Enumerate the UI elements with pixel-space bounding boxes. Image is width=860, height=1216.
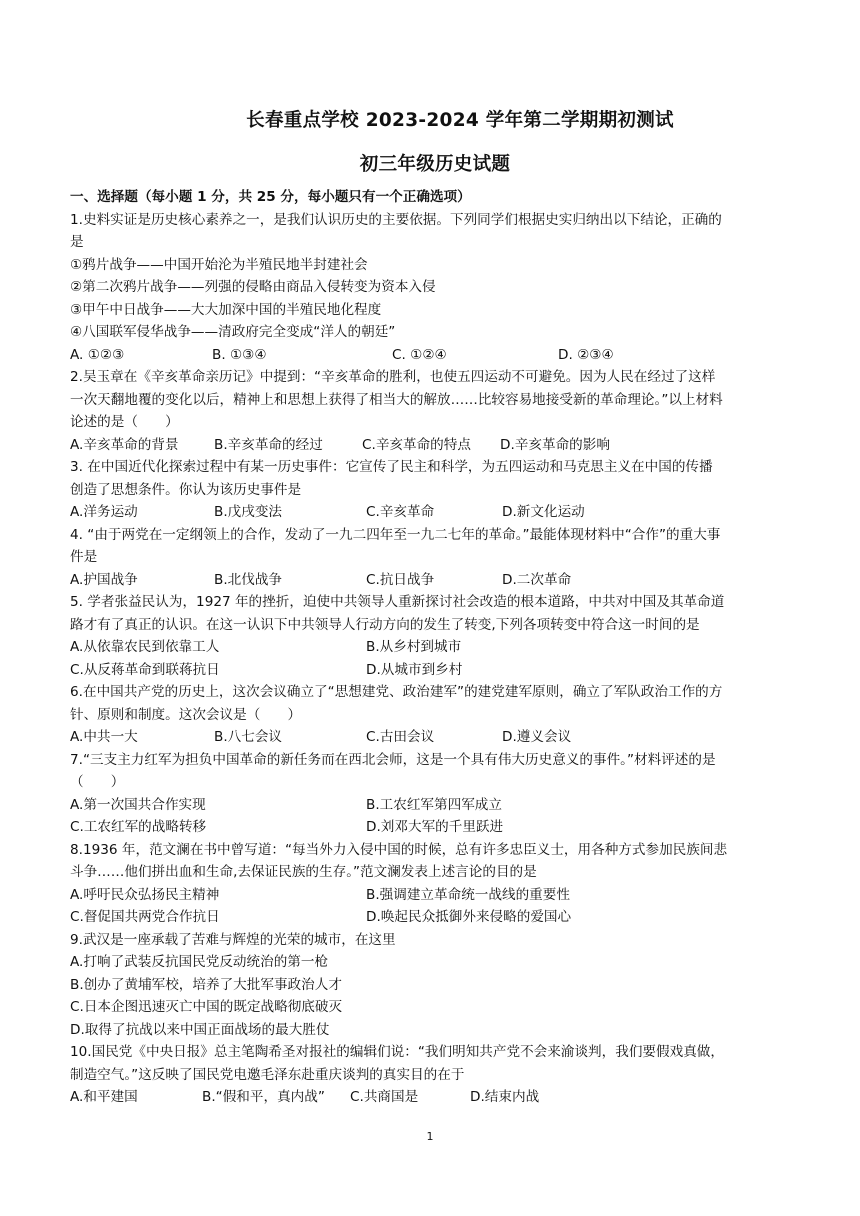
option-d: D.唤起民众抵御外来侵略的爱国心 [366,909,572,925]
option-d: D.二次革命 [502,571,572,588]
option-a: A.打响了武装反抗国民党反动统治的第一枪 [70,954,329,970]
option-b: B.从乡村到城市 [366,639,462,655]
option-a: A.辛亥革命的背景 [70,436,179,453]
question-stem: 路才有了真正的认识。在这一认识下中共领导人行动方向的发生了转变,下列各项转变中符合这一时间的是 [70,616,700,633]
option-b: B.北伐战争 [214,571,283,588]
option-c: C.共商国是 [350,1089,419,1105]
option-a: A. ①②③ [70,346,125,363]
option-c: C.辛亥革命的特点 [362,436,471,453]
question-2 [70,366,792,456]
option-b: B.强调建立革命统一战线的重要性 [366,886,570,903]
answer-options [70,501,792,524]
option-c: C.辛亥革命 [366,504,435,520]
question-stem: 1.史料实证是历史核心素养之一，是我们认识历史的主要依据。下列同学们根据史实归纳出以下结论，正确的 [70,211,722,228]
option-a: A.第一次国共合作实现 [70,796,206,813]
option-d: D.遵义会议 [502,729,572,745]
question-stem: 8.1936 年，范文澜在书中曾写道：“每当外力入侵中国的时候，总有许多忠臣义士，用各种方式参加民族间悲 [70,841,728,858]
question-stem: 7.“三支主力红军为担负中国革命的新任务而在西北会师，这是一个具有伟大历史意义的事件。”材料评述的是 [70,751,716,768]
option-b: B.“假和平，真内战” [202,1089,325,1105]
option-d: D.从城市到乡村 [366,661,463,678]
option-b: B.创办了黄埔军校，培养了大批军事政治人才 [70,976,342,993]
option-b: B.八七会议 [214,729,283,745]
question-stem: 4. “由于两党在一定纲领上的合作，发动了一九二四年至一九二七年的革命。”最能体现材料中“合作”的重大事 [70,526,721,543]
question-item: ③甲午中日战争——大大加深中国的半殖民地化程度 [70,301,382,318]
answer-options [70,906,792,929]
option-b: B. ①③④ [212,346,267,363]
question-stem: 一次天翻地覆的变化以后，精神上和思想上获得了相当大的解放……比较容易地接受新的革命理论。”以上材料 [70,391,723,408]
answer-options [70,659,792,682]
question-stem: 3. 在中国近代化探索过程中有某一历史事件：它宣传了民主和科学，为五四运动和马克思主义在中国的传播 [70,459,713,475]
question-stem: 制造空气。”这反映了国民党电邀毛泽东赴重庆谈判的真实目的在于 [70,1066,465,1083]
option-c: C.从反蒋革命到联蒋抗日 [70,661,220,678]
option-d: D.结束内战 [470,1089,540,1105]
answer-options [70,884,792,907]
option-a: A.中共一大 [70,729,138,745]
exam-content [70,186,792,1109]
question-5 [70,591,792,681]
exam-title: 长春重点学校 2023-2024 学年第二学期期初测试 [246,110,674,131]
answer-options [70,569,792,592]
question-item: ④八国联军侵华战争——清政府完全变成“洋人的朝廷” [70,324,396,340]
question-stem: 是 [70,234,84,250]
question-9 [70,929,792,1042]
question-6 [70,681,792,749]
option-a: A.和平建国 [70,1089,138,1105]
question-stem: 9.武汉是一座承载了苦难与辉煌的光荣的城市，在这里 [70,931,396,948]
option-c: C.日本企图迅速灭亡中国的既定战略彻底破灭 [70,999,343,1015]
option-d: D. ②③④ [558,346,614,363]
question-stem: 5. 学者张益民认为，1927 年的挫折，迫使中共领导人重新探讨社会改造的根本道路，中共对中国及其革命道 [70,594,725,610]
option-c: C.古田会议 [366,729,435,745]
page-number: 1 [426,1130,434,1143]
option-d: D.取得了抗战以来中国正面战场的最大胜仗 [70,1021,330,1038]
answer-options [70,344,792,367]
section-heading: 一、选择题（每小题 1 分，共 25 分，每小题只有一个正确选项） [70,189,471,205]
option-d: D.辛亥革命的影响 [500,436,610,453]
question-item: ①鸦片战争——中国开始沦为半殖民地半封建社会 [70,256,368,273]
option-c: C. ①②④ [392,346,447,363]
answer-options [70,1086,792,1109]
question-item: ②第二次鸦片战争——列强的侵略由商品入侵转变为资本入侵 [70,279,436,295]
answer-options [70,434,792,457]
exam-subtitle: 初三年级历史试题 [359,154,511,175]
question-stem: 创造了思想条件。你认为该历史事件是 [70,481,302,498]
option-a: A.从依靠农民到依靠工人 [70,639,220,655]
answer-options [70,726,792,749]
option-b: B.工农红军第四军成立 [366,796,502,813]
question-stem: 10.国民党《中央日报》总主笔陶希圣对报社的编辑们说：“我们明知共产党不会来渝谈判，我们要假戏真做， [70,1044,724,1060]
question-stem: 2.吴玉章在《辛亥革命亲历记》中提到：“辛亥革命的胜利，也使五四运动不可避免。因为人民在经过了这样 [70,369,716,385]
question-4 [70,524,792,592]
question-stem: 6.在中国共产党的历史上，这次会议确立了“思想建党、政治建军”的建党建军原则，确立了军队政治工作的方 [70,684,723,700]
option-d: D.新文化运动 [502,504,585,520]
option-a: A.洋务运动 [70,504,138,520]
question-7 [70,749,792,839]
option-c: C.抗日战争 [366,571,435,588]
question-stem: 针、原则和制度。这次会议是（ ） [70,706,302,723]
option-a: A.护国战争 [70,571,138,588]
question-3 [70,456,792,524]
question-stem: 斗争……他们拼出血和生命,去保证民族的生存。”范文澜发表上述言论的目的是 [70,864,537,880]
question-10 [70,1041,792,1109]
option-c: C.督促国共两党合作抗日 [70,909,220,925]
answer-options [70,794,792,817]
option-b: B.辛亥革命的经过 [214,436,323,453]
question-1 [70,209,792,367]
answer-options [70,636,792,659]
question-8 [70,839,792,929]
question-stem: 论述的是（ ） [70,414,179,430]
option-b: B.戊戌变法 [214,504,283,520]
option-a: A.呼吁民众弘扬民主精神 [70,886,220,903]
question-stem: （ ） [70,774,125,790]
option-d: D.刘邓大军的千里跃进 [366,819,504,835]
option-c: C.工农红军的战略转移 [70,819,207,835]
question-stem: 件是 [70,549,98,565]
answer-options [70,816,792,839]
